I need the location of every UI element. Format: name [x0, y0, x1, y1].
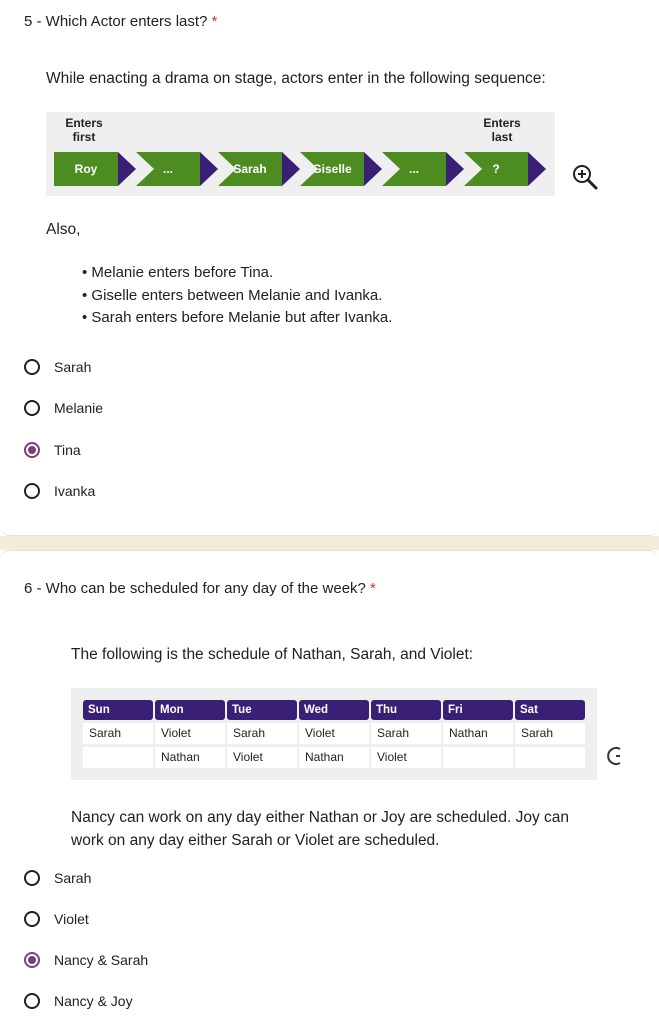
note-line-2: work on any day either Sarah or Violet are scheduled. [71, 832, 440, 849]
option-label: Sarah [54, 870, 92, 886]
chevron-arrow-6 [528, 152, 546, 186]
sequence-step-2: ... [136, 152, 200, 186]
option-label: Melanie [54, 400, 104, 416]
q6-option-nancy-sarah[interactable] [24, 949, 148, 971]
question-6-note [71, 806, 569, 852]
enters-last-line2: last [491, 130, 513, 144]
chevron-arrow-2 [200, 152, 218, 186]
chevron-notch-3 [218, 152, 236, 186]
sequence-step-4: Giselle [300, 152, 364, 186]
schedule-cell: Violet [155, 723, 225, 744]
zoom-in-icon[interactable] [571, 163, 599, 191]
schedule-cell [83, 747, 153, 768]
question-6-title [24, 580, 376, 597]
schedule-cell: Sarah [83, 723, 153, 744]
option-label: Sarah [54, 359, 92, 375]
enters-first-label [58, 116, 110, 144]
q6-option-sarah[interactable] [24, 867, 91, 889]
radio-button[interactable] [24, 993, 40, 1009]
radio-button-selected[interactable] [24, 442, 40, 458]
note-line-1: Nancy can work on any day either Nathan or Joy are scheduled. Joy can [71, 809, 569, 826]
sequence-step-6: ? [464, 152, 528, 186]
card-separator [0, 536, 659, 550]
radio-button-selected[interactable] [24, 952, 40, 968]
question-5-title [24, 13, 217, 30]
enters-first-line2: first [72, 130, 96, 144]
q6-option-violet[interactable] [24, 908, 89, 930]
sequence-step-5: ... [382, 152, 446, 186]
radio-button[interactable] [24, 483, 40, 499]
day-header-thu: Thu [371, 700, 441, 720]
option-label: Nancy & Joy [54, 993, 133, 1009]
sequence-step-1: Roy [54, 152, 118, 186]
day-header-mon: Mon [155, 700, 225, 720]
option-label: Tina [54, 442, 81, 458]
chevron-notch-2 [136, 152, 154, 186]
question-5-title-text: 5 - Which Actor enters last? [24, 13, 208, 30]
schedule-cell: Violet [299, 723, 369, 744]
chevron-notch-5 [382, 152, 400, 186]
radio-button[interactable] [24, 870, 40, 886]
schedule-cell: Nathan [443, 723, 513, 744]
clue-list [82, 262, 392, 330]
enters-last-line1: Enters [483, 116, 521, 130]
clue-item: • Giselle enters between Melanie and Ivanka. [82, 285, 392, 308]
chevron-arrow-4 [364, 152, 382, 186]
schedule-table-image [71, 688, 597, 780]
schedule-cell: Nathan [299, 747, 369, 768]
sequence-image [46, 112, 555, 196]
schedule-cell: Sarah [227, 723, 297, 744]
required-marker: * [211, 13, 218, 30]
clue-item: • Melanie enters before Tina. [82, 262, 392, 285]
clue-item: • Sarah enters before Melanie but after Ivanka. [82, 307, 392, 330]
q5-option-melanie[interactable] [24, 397, 103, 419]
chevron-arrow-3 [282, 152, 300, 186]
schedule-cell: Sarah [515, 723, 585, 744]
option-label: Ivanka [54, 483, 96, 499]
schedule-cell: Violet [227, 747, 297, 768]
q6-option-nancy-joy[interactable] [24, 990, 133, 1012]
enters-last-label [476, 116, 528, 144]
day-header-sat: Sat [515, 700, 585, 720]
radio-button[interactable] [24, 400, 40, 416]
chevron-arrow-1 [118, 152, 136, 186]
q5-option-tina[interactable] [24, 439, 81, 461]
radio-button[interactable] [24, 911, 40, 927]
also-label: Also, [46, 221, 81, 238]
question-6-title-text: 6 - Who can be scheduled for any day of the week? [24, 580, 366, 597]
day-header-wed: Wed [299, 700, 369, 720]
sequence-step-3: Sarah [218, 152, 282, 186]
option-label: Violet [54, 911, 89, 927]
option-label: Nancy & Sarah [54, 952, 149, 968]
radio-button[interactable] [24, 359, 40, 375]
schedule-cell: Nathan [155, 747, 225, 768]
schedule-cell [515, 747, 585, 768]
chevron-arrow-5 [446, 152, 464, 186]
q5-option-sarah[interactable] [24, 356, 91, 378]
q5-option-ivanka[interactable] [24, 480, 95, 502]
day-header-sun: Sun [83, 700, 153, 720]
question-6-intro: The following is the schedule of Nathan, Sarah, and Violet: [71, 646, 474, 663]
day-header-fri: Fri [443, 700, 513, 720]
question-5-intro: While enacting a drama on stage, actors enter in the following sequence: [46, 70, 546, 87]
chevron-notch-6 [464, 152, 482, 186]
schedule-cell: Violet [371, 747, 441, 768]
required-marker: * [370, 580, 376, 597]
partial-side-icon[interactable] [606, 745, 626, 767]
day-header-tue: Tue [227, 700, 297, 720]
schedule-cell [443, 747, 513, 768]
schedule-cell: Sarah [371, 723, 441, 744]
chevron-notch-4 [300, 152, 318, 186]
enters-first-line1: Enters [65, 116, 103, 130]
